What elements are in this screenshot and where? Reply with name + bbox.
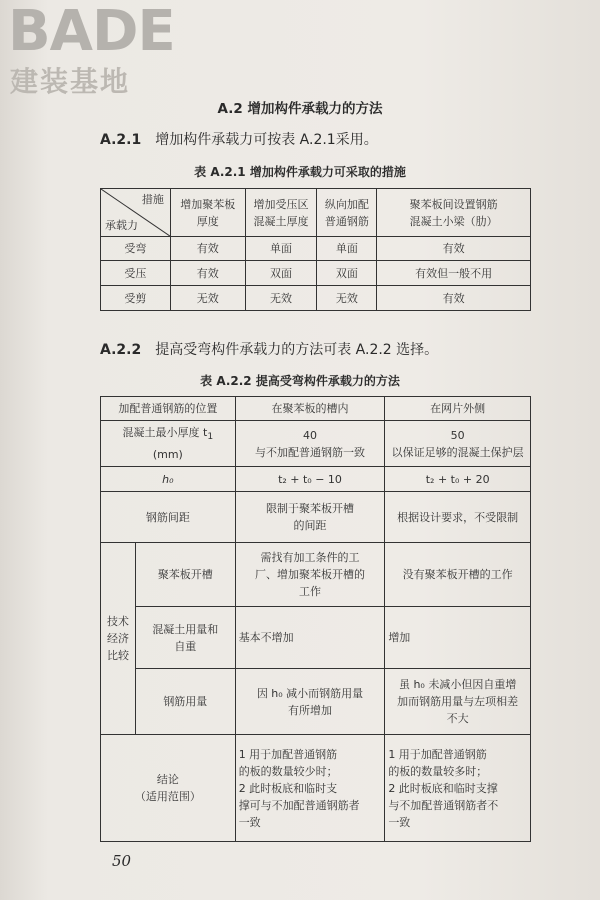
column-header: 在聚苯板的槽内 [235, 397, 385, 421]
table-a21-caption: 表 A.2.1 增加构件承载力可采取的措施 [194, 165, 406, 179]
table-corner-cell [101, 189, 171, 237]
table-a22 [100, 396, 531, 842]
table-row: 结论 （适用范围） 1 用于加配普通钢筋 的板的数量较少时； 2 此时板底和临时支 撑可与不加配普通钢筋者 一致 1 用于加配普通钢筋 的板的数量较多时； 2 此时板底和临时支撑 与不加配普通钢筋者不 一致 [101, 735, 531, 842]
table-row: 技术 经济 比较 聚苯板开槽 需找有加工条件的工 厂、增加聚苯板开槽的 工作 没有聚苯板开槽的工作 [101, 543, 531, 607]
column-header: 加配普通钢筋的位置 [101, 397, 236, 421]
table-row: 钢筋用量 因 h₀ 减小而钢筋用量 有所增加 虽 h₀ 未减小但因自重增 加而钢筋用量与左项相差 不大 [101, 669, 531, 735]
paragraph-a22 [100, 339, 438, 359]
table-row: 钢筋间距 限制于聚苯板开槽 的间距 根据设计要求，不受限制 [101, 492, 531, 543]
column-header: 聚苯板间设置钢筋 混凝土小梁（肋） [377, 189, 531, 237]
paragraph-text: 增加构件承载力可按表 A.2.1采用。 [155, 132, 378, 148]
watermark-subtitle: 建装基地 [10, 65, 131, 98]
table-row: h₀ t₂ + t₀ − 10 t₂ + t₀ + 20 [101, 467, 531, 492]
column-header: 增加聚苯板 厚度 [170, 189, 245, 237]
paragraph-text: 提高受弯构件承载力的方法可表 A.2.2 选择。 [155, 342, 439, 358]
table-a21 [100, 188, 531, 311]
paragraph-number: A.2.1 [100, 132, 142, 148]
column-header: 在网片外侧 [385, 397, 531, 421]
table-row: 受弯 有效 单面 单面 有效 [101, 237, 531, 261]
table-row: 混凝土最小厚度 $t_1$ (mm) 40 与不加配普通钢筋一致 50 以保证足够的混凝土保护层 [101, 421, 531, 467]
table-row: 混凝土用量和 自重 基本不增加 增加 [101, 607, 531, 669]
table-row: 受压 有效 双面 双面 有效但一般不用 [101, 261, 531, 286]
watermark-logo: BADE [8, 0, 175, 64]
paragraph-a21 [100, 129, 378, 149]
page-number: 50 [112, 852, 132, 870]
section-title: A.2 增加构件承载力的方法 [217, 101, 383, 117]
corner-label-top: 措施 [141, 193, 164, 206]
column-header: 纵向加配 普通钢筋 [317, 189, 377, 237]
corner-label-bottom: 承载力 [105, 219, 138, 232]
group-label: 技术 经济 比较 [101, 543, 136, 735]
paragraph-number: A.2.2 [100, 342, 142, 358]
table-row [101, 397, 531, 421]
table-row: 受剪 无效 无效 无效 有效 [101, 286, 531, 311]
column-header: 增加受压区 混凝土厚度 [245, 189, 317, 237]
table-a22-caption: 表 A.2.2 提高受弯构件承载力的方法 [200, 374, 400, 388]
